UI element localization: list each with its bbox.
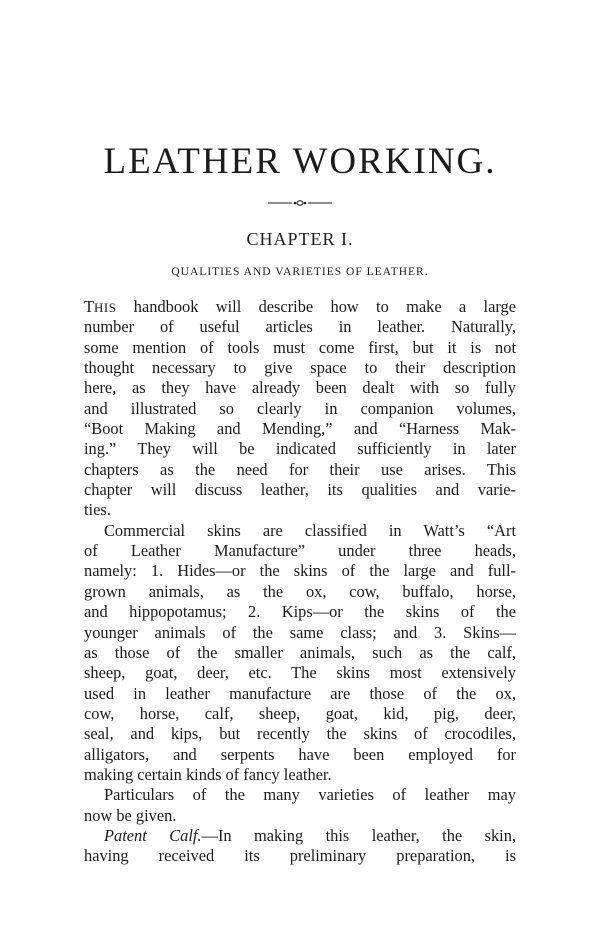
text-line <box>84 684 516 704</box>
text-run: used in leather manufacture are those of the ox, <box>84 683 516 703</box>
text-line <box>84 500 516 520</box>
text-line <box>84 745 516 765</box>
text-line <box>84 765 516 785</box>
text-line <box>84 378 516 398</box>
text-line <box>84 826 516 846</box>
text-run: thought necessary to give space to their description <box>84 358 516 378</box>
body-text <box>84 297 516 867</box>
text-line <box>84 704 516 724</box>
chapter-heading: CHAPTER I. <box>246 229 354 249</box>
text-run: chapters as the need for their use arises. This <box>84 459 516 479</box>
text-run: and illustrated so clearly in companion volumes, <box>84 398 516 418</box>
text-run: ing.” They will be indicated sufficiently in later <box>84 439 516 459</box>
text-line <box>84 521 516 541</box>
text-run: Commercial skins are classified in Watt’s “Art <box>104 520 516 540</box>
text-line <box>84 297 516 317</box>
text-line <box>84 561 516 581</box>
text-run: —In making this leather, the skin, <box>201 825 516 845</box>
text-run: making certain kinds of fancy leather. <box>84 764 332 784</box>
text-line <box>84 338 516 358</box>
text-run: of Leather Manufacture” under three heads, <box>84 541 516 561</box>
text-line <box>84 806 516 826</box>
text-line <box>84 602 516 622</box>
text-run: handbook will describe how to make a large <box>116 297 516 316</box>
opening-word: THIS <box>84 297 117 316</box>
text-run: Particulars of the many varieties of leather may <box>104 785 516 805</box>
text-run: grown animals, as the ox, cow, buffalo, horse, <box>84 581 516 601</box>
chapter-subtitle: QUALITIES AND VARIETIES OF LEATHER. <box>171 266 429 278</box>
text-line <box>84 785 516 805</box>
text-run: some mention of tools must come first, but it is not <box>84 337 516 357</box>
text-run: namely: 1. Hides—or the skins of the large and full- <box>84 561 516 581</box>
text-run: chapter will discuss leather, its qualities and varie- <box>84 480 516 500</box>
italic-run: Patent Calf. <box>104 825 202 845</box>
text-line <box>84 541 516 561</box>
text-run: and hippopotamus; 2. Kips—or the skins of the <box>84 602 516 622</box>
text-run: “Boot Making and Mending,” and “Harness Mak- <box>84 419 516 439</box>
text-line <box>84 358 516 378</box>
text-line <box>84 663 516 683</box>
text-run: younger animals of the same class; and 3. Skins— <box>84 622 516 642</box>
text-line <box>84 439 516 459</box>
text-run: alligators, and serpents have been employed for <box>84 744 516 764</box>
text-run: as those of the smaller animals, such as the calf, <box>84 642 516 662</box>
text-line <box>84 460 516 480</box>
text-line <box>84 317 516 337</box>
text-line <box>84 480 516 500</box>
text-run: ties. <box>84 500 111 520</box>
divider-ornament-icon <box>268 196 332 210</box>
text-line <box>84 419 516 439</box>
text-run: number of useful articles in leather. Naturally, <box>84 317 516 337</box>
text-line <box>84 724 516 744</box>
book-title: LEATHER WORKING. <box>103 141 497 182</box>
text-line <box>84 582 516 602</box>
text-run: seal, and kips, but recently the skins of crocodiles, <box>84 724 516 744</box>
text-line <box>84 643 516 663</box>
text-run: having received its preliminary preparation, is <box>84 846 516 866</box>
text-line <box>84 399 516 419</box>
text-run: here, as they have already been dealt with so fully <box>84 378 516 398</box>
text-line <box>84 623 516 643</box>
text-run: now be given. <box>84 805 177 825</box>
text-run: sheep, goat, deer, etc. The skins most extensively <box>84 663 516 683</box>
text-line <box>84 846 516 866</box>
text-run: cow, horse, calf, sheep, goat, kid, pig, deer, <box>84 703 516 723</box>
